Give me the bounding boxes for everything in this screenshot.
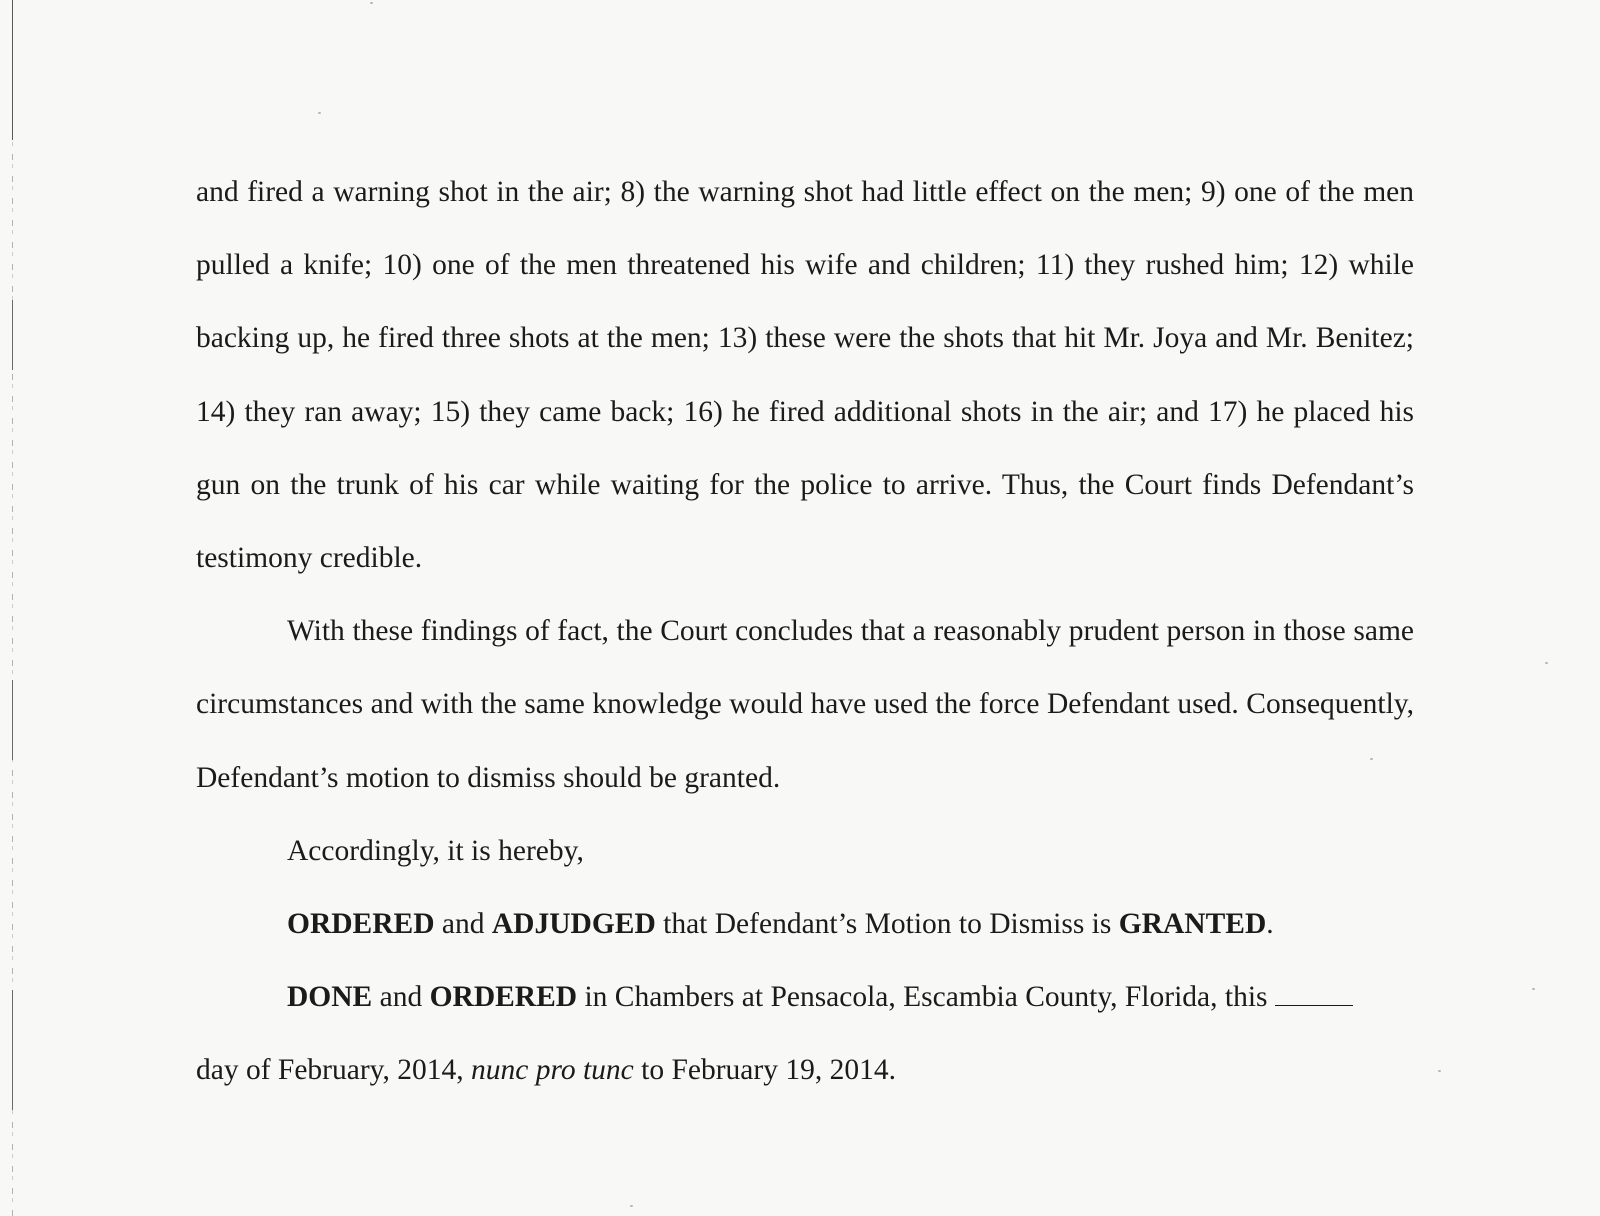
date-text: to February 19, 2014. xyxy=(633,1054,896,1087)
scan-speck xyxy=(1545,662,1548,664)
order-word-granted: GRANTED xyxy=(1118,908,1267,941)
scan-edge-mark xyxy=(12,300,13,370)
order-text: and xyxy=(434,908,492,941)
order-word-adjudged: ADJUDGED xyxy=(491,908,656,941)
done-text: and xyxy=(372,981,430,1014)
nunc-pro-tunc-text: nunc pro tunc xyxy=(471,1054,634,1087)
paragraph-done-line xyxy=(196,961,1414,1034)
order-text: . xyxy=(1266,908,1274,941)
scan-speck xyxy=(318,112,321,114)
order-word-ordered: ORDERED xyxy=(287,908,435,941)
order-text: that Defendant’s Motion to Dismiss is xyxy=(655,908,1119,941)
scan-speck xyxy=(370,2,373,4)
paragraph-findings: and fired a warning shot in the air; 8) the warning shot had little effect on the men; 9) one of the men pulled a knife; 10) one of the men threatened his wife and children; 11) they rushed him; 12) while backing up, he fired three shots at the men; 13) these were the shots that hit Mr. Joya and Mr. Benitez; 14) they ran away; 15) they came back; 16) he fired additional shots in the air; and 17) he placed his gun on the trunk of his car while waiting for the police to arrive. Thus, the Court finds Defendant’s testimony credible. xyxy=(196,176,1414,575)
paragraph-date-line xyxy=(196,1034,1414,1107)
done-word-ordered: ORDERED xyxy=(429,981,578,1014)
scan-edge-mark xyxy=(12,680,13,760)
done-word-done: DONE xyxy=(287,981,373,1014)
scan-edge-mark xyxy=(12,0,13,140)
date-text: day of February, 2014, xyxy=(196,1054,471,1087)
paragraph-accordingly: Accordingly, it is hereby, xyxy=(287,834,584,867)
scan-speck xyxy=(1532,988,1535,990)
paragraph-conclusion: With these findings of fact, the Court concludes that a reasonably prudent person in those same circumstances and with the same knowledge would have used the force Defendant used. Consequently, Defendant’s motion to dismiss should be granted. xyxy=(196,615,1414,794)
scan-edge-mark xyxy=(12,990,13,1110)
paragraph-order xyxy=(196,888,1414,961)
document-body xyxy=(196,156,1414,1108)
day-blank-line xyxy=(1275,983,1353,1006)
scan-speck xyxy=(630,1205,633,1207)
scan-speck xyxy=(1438,1070,1441,1072)
done-text: in Chambers at Pensacola, Escambia County, Florida, this xyxy=(577,981,1275,1014)
